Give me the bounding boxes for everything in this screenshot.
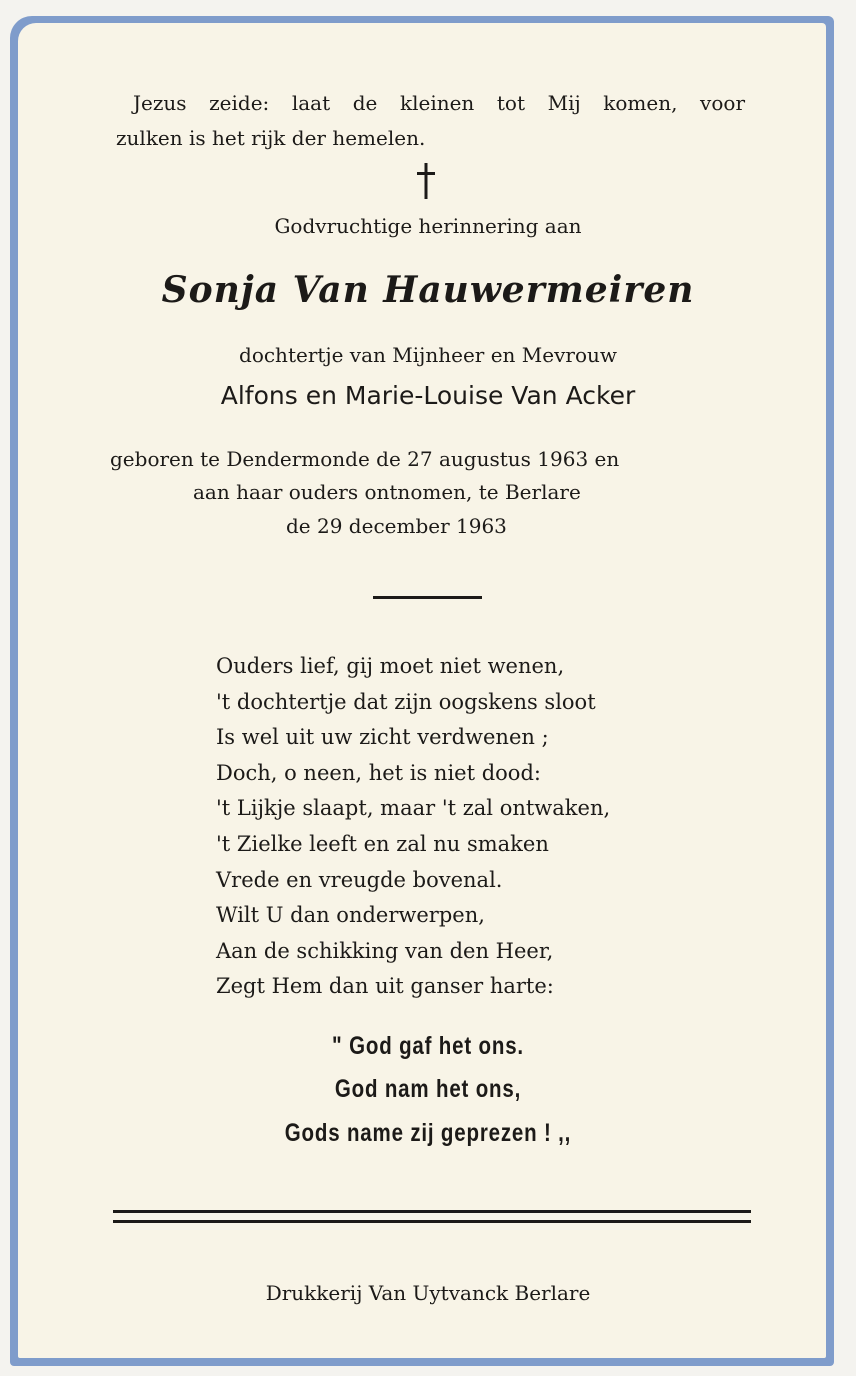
parents-names: Alfons en Marie-Louise Van Acker bbox=[220, 381, 636, 410]
deceased-name: Sonja Van Hauwermeiren bbox=[161, 269, 695, 311]
cross-icon bbox=[416, 163, 436, 199]
poem-line: Ouders lief, gij moet niet wenen, bbox=[216, 654, 565, 678]
quote-line: God nam het ons, bbox=[334, 1075, 522, 1103]
poem-line: Vrede en vreugde bovenal. bbox=[216, 868, 503, 892]
dates-line-3: de 29 december 1963 bbox=[286, 514, 507, 538]
poem-line: 't Zielke leeft en zal nu smaken bbox=[216, 832, 549, 856]
dates-line-1: geboren te Dendermonde de 27 augustus 1963 en bbox=[110, 447, 620, 471]
poem-line: Aan de schikking van den Heer, bbox=[216, 939, 554, 963]
poem-line: Doch, o neen, het is niet dood: bbox=[216, 761, 541, 785]
printer-credit: Drukkerij Van Uytvanck Berlare bbox=[265, 1281, 591, 1305]
quote-line: Gods name zij geprezen ! ,, bbox=[284, 1119, 572, 1147]
verse-line-1: Jezus zeide: laat de kleinen tot Mij komen, voor bbox=[133, 91, 745, 115]
poem-line: Zegt Hem dan uit ganser harte: bbox=[216, 974, 554, 998]
divider bbox=[373, 596, 482, 599]
poem-line: 't dochtertje dat zijn oogskens sloot bbox=[216, 690, 596, 714]
poem-line: 't Lijkje slaapt, maar 't zal ontwaken, bbox=[216, 796, 611, 820]
quote-line: " God gaf het ons. bbox=[332, 1032, 524, 1060]
double-rule-top bbox=[113, 1210, 751, 1213]
intro-text: Godvruchtige herinnering aan bbox=[274, 214, 582, 238]
poem-line: Wilt U dan onderwerpen, bbox=[216, 903, 485, 927]
poem-line: Is wel uit uw zicht verdwenen ; bbox=[216, 725, 549, 749]
verse-line-2: zulken is het rijk der hemelen. bbox=[116, 126, 426, 150]
dates-line-2: aan haar ouders ontnomen, te Berlare bbox=[193, 480, 581, 504]
double-rule-bottom bbox=[113, 1220, 751, 1223]
parents-intro: dochtertje van Mijnheer en Mevrouw bbox=[239, 343, 617, 367]
